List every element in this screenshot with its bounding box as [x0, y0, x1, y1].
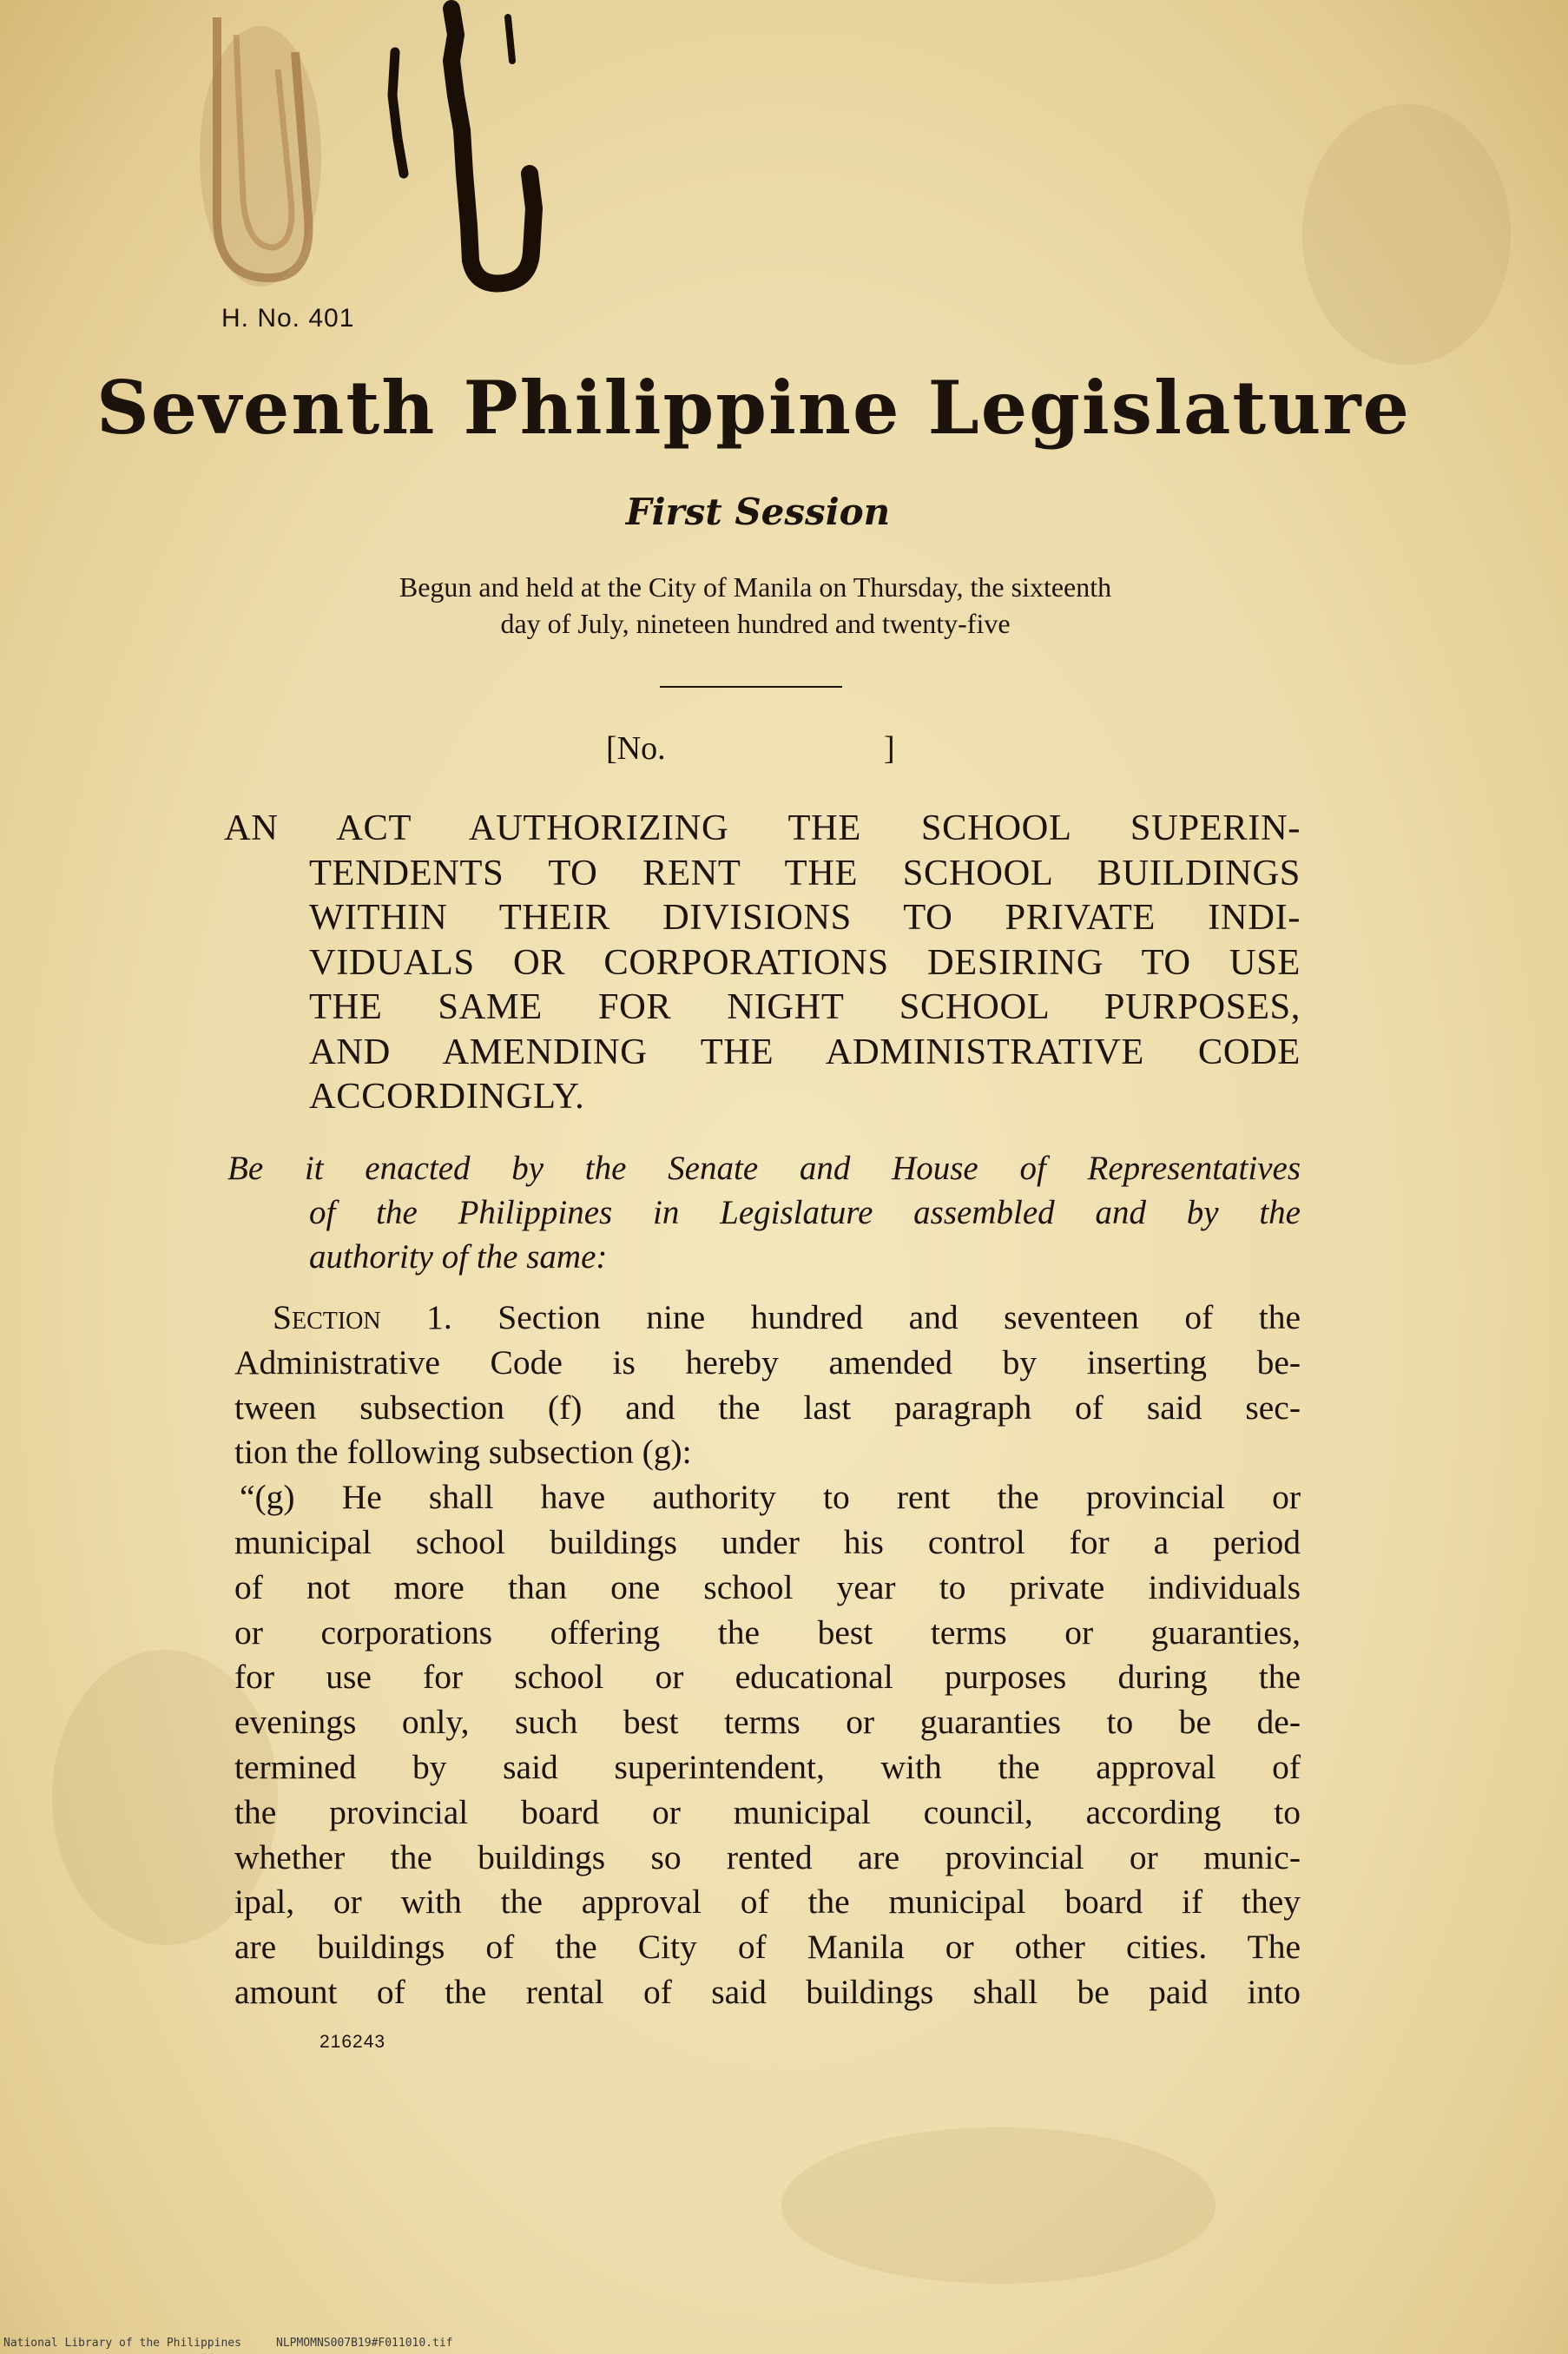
- act-number-close: ]: [884, 730, 895, 767]
- body-line: or corporations offering the best terms or guaranties,: [234, 1612, 1301, 1652]
- act-title-line: TENDENTS TO RENT THE SCHOOL BUILDINGS: [309, 852, 1301, 893]
- act-number-open: [No.: [606, 730, 666, 767]
- act-title-line: THE SAME FOR NIGHT SCHOOL PURPOSES,: [309, 986, 1301, 1027]
- body-line: the provincial board or municipal council, according to: [234, 1792, 1301, 1831]
- body-line: [234, 1296, 1301, 1341]
- act-number: [606, 729, 901, 768]
- body-line: whether the buildings so rented are provincial or munic-: [234, 1837, 1301, 1876]
- enacting-line: Be it enacted by the Senate and House of Representatives: [227, 1150, 1301, 1187]
- enacting-line: authority of the same:: [309, 1238, 608, 1276]
- begun-line: Begun and held at the City of Manila on Thursday, the sixteenth: [399, 571, 1112, 603]
- scan-caption: [0, 2328, 1568, 2354]
- section-body: [234, 1296, 1301, 2015]
- body-line: for use for school or educational purposes during the: [234, 1658, 1301, 1697]
- divider-rule: [660, 686, 842, 688]
- body-line: ipal, or with the approval of the municipal board if they: [234, 1883, 1301, 1922]
- session-begun-note: [234, 569, 1276, 642]
- begun-line: day of July, nineteen hundred and twenty-five: [500, 608, 1011, 639]
- body-line: of not more than one school year to private individuals: [234, 1567, 1301, 1606]
- act-title-line: WITHIN THEIR DIVISIONS TO PRIVATE INDI-: [309, 897, 1301, 938]
- enacting-line: of the Philippines in Legislature assembled and by the: [309, 1194, 1301, 1231]
- body-line: municipal school buildings under his control for a period: [234, 1522, 1301, 1561]
- body-line: are buildings of the City of Manila or other cities. The: [234, 1928, 1301, 1967]
- body-line: “(g) He shall have authority to rent the provincial or: [240, 1478, 1301, 1517]
- body-line: evenings only, such best terms or guaranties to be de-: [234, 1703, 1301, 1742]
- body-line: Administrative Code is hereby amended by inserting be-: [234, 1342, 1301, 1381]
- legislature-title: Seventh Philippine Legislature: [96, 365, 1411, 451]
- body-line: amount of the rental of said buildings shall be paid into: [234, 1972, 1301, 2011]
- scan-library-label: National Library of the Philippines: [3, 2337, 241, 2350]
- act-title-line: ACCORDINGLY.: [309, 1076, 585, 1117]
- body-line-text: Section nine hundred and seventeen of the: [497, 1298, 1301, 1336]
- session-title: First Session: [625, 491, 891, 533]
- scan-file-label: NLPMOMNS007B19#F011010.tif: [276, 2337, 453, 2350]
- house-bill-number: H. No. 401: [221, 304, 355, 333]
- paper-stain: [1302, 104, 1511, 365]
- act-title: [224, 806, 1301, 1119]
- section-label: Section 1.: [273, 1298, 452, 1336]
- paper-stain: [781, 2127, 1216, 2284]
- act-title-line: AN ACT AUTHORIZING THE SCHOOL SUPERIN-: [224, 808, 1301, 848]
- printer-number: 216243: [320, 2032, 386, 2052]
- body-line: tween subsection (f) and the last paragraph of said sec-: [234, 1388, 1301, 1427]
- paperclip-rust-marks: [165, 0, 599, 347]
- act-title-line: AND AMENDING THE ADMINISTRATIVE CODE: [309, 1031, 1301, 1072]
- body-line: termined by said superintendent, with the approval of: [234, 1747, 1301, 1786]
- enacting-clause: [227, 1146, 1301, 1279]
- body-line: tion the following subsection (g):: [234, 1433, 692, 1472]
- act-title-line: VIDUALS OR CORPORATIONS DESIRING TO USE: [309, 941, 1301, 983]
